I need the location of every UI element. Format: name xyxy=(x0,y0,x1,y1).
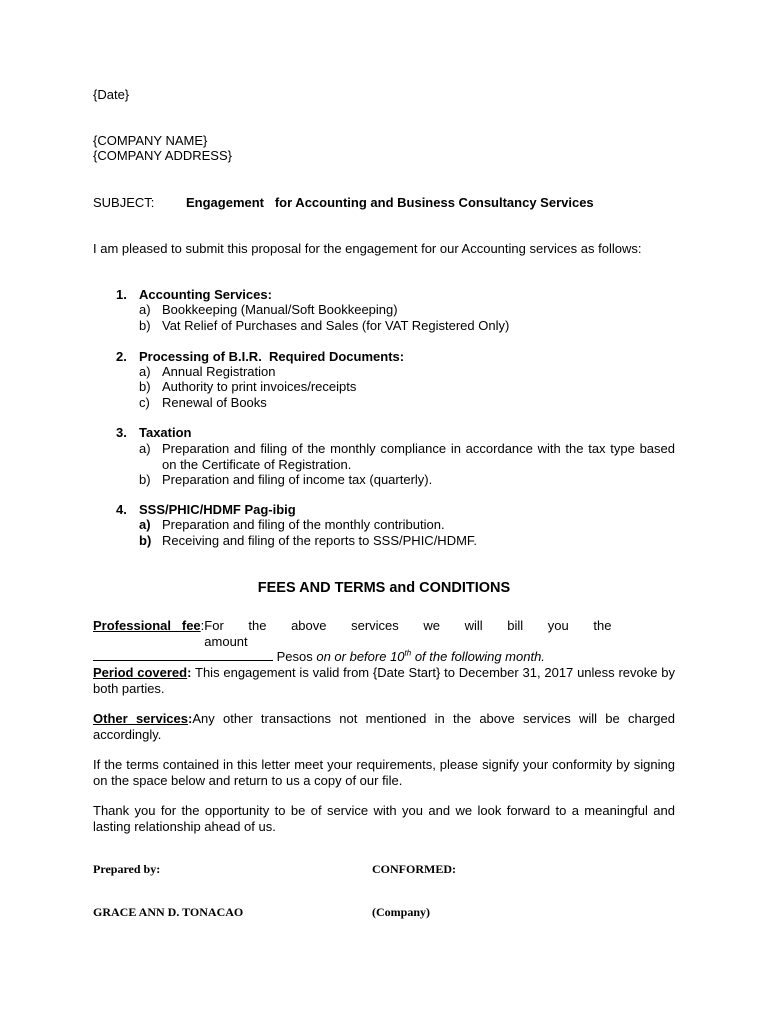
item-letter: c) xyxy=(139,395,150,410)
item-letter: a) xyxy=(139,302,151,317)
section-label: Processing of B.I.R. Required Documents: xyxy=(139,349,405,364)
preparer-name: GRACE ANN D. TONACAO xyxy=(93,905,244,919)
list-item xyxy=(139,318,675,334)
section-number: 2. xyxy=(116,349,127,364)
due-pre: on or before 10 xyxy=(316,649,405,664)
prepared-by-label: Prepared by: xyxy=(93,862,161,876)
item-text: Authority to print invoices/receipts xyxy=(162,379,357,394)
list-item xyxy=(139,395,675,411)
period-covered-paragraph xyxy=(93,665,675,696)
item-text: Receiving and filing of the reports to SSS/PHIC/HDMF. xyxy=(162,533,478,548)
item-letter: a) xyxy=(139,517,151,532)
period-covered-text: This engagement is valid from {Date Start} to December 31, 2017 unless revoke by both parties. xyxy=(93,665,675,696)
subject-text: Engagement for Accounting and Business Consultancy Services xyxy=(186,195,594,210)
section-label: Taxation xyxy=(139,425,192,440)
subject-label: SUBJECT: xyxy=(93,195,155,210)
date-line: {Date} xyxy=(93,87,130,102)
period-covered-label: Period covered xyxy=(93,665,188,680)
list-item xyxy=(139,379,675,395)
other-services-label: Other services xyxy=(93,711,188,726)
section-label: Accounting Services: xyxy=(139,287,272,302)
due-post: of the following month. xyxy=(411,649,545,664)
company-name: {COMPANY NAME} xyxy=(93,133,208,148)
item-text: Renewal of Books xyxy=(162,395,267,410)
list-item xyxy=(139,441,675,472)
professional-fee-text: For the above services we will bill you the amount xyxy=(204,618,612,649)
other-services-text: Any other transactions not mentioned in the above services will be charged accordingly. xyxy=(93,711,675,742)
section-number: 1. xyxy=(116,287,127,302)
item-text: Preparation and filing of income tax (quarterly). xyxy=(162,472,433,487)
list-item xyxy=(139,364,675,380)
item-text: Vat Relief of Purchases and Sales (for VAT Registered Only) xyxy=(162,318,510,333)
list-item xyxy=(139,302,675,318)
conformity-paragraph: If the terms contained in this letter meet your requirements, please signify your conformity by signing on the space below and return to us a copy of our file. xyxy=(93,757,675,788)
item-letter: b) xyxy=(139,533,152,548)
item-letter: a) xyxy=(139,364,151,379)
section-number: 3. xyxy=(116,425,127,440)
section-label: SSS/PHIC/HDMF Pag-ibig xyxy=(139,502,296,517)
professional-fee-paragraph xyxy=(93,618,675,665)
subject-line xyxy=(93,195,675,211)
thanks-paragraph: Thank you for the opportunity to be of service with you and we look forward to a meaningful and lasting relationship ahead of us. xyxy=(93,803,675,834)
item-letter: b) xyxy=(139,379,151,394)
section-title xyxy=(116,425,192,441)
company-address: {COMPANY ADDRESS} xyxy=(93,148,232,163)
fees-heading: FEES AND TERMS and CONDITIONS xyxy=(257,580,511,596)
professional-fee-colon: : xyxy=(200,618,205,633)
section-number: 4. xyxy=(116,502,127,517)
other-services-paragraph xyxy=(93,711,675,742)
list-item xyxy=(139,472,675,488)
amount-blank xyxy=(93,649,273,661)
item-text: Preparation and filing of the monthly contribution. xyxy=(162,517,445,532)
section-title xyxy=(116,349,404,365)
pesos-text: Pesos xyxy=(273,649,317,664)
item-text: Annual Registration xyxy=(162,364,276,379)
conformed-label: CONFORMED: xyxy=(372,862,456,876)
item-letter: b) xyxy=(139,318,151,333)
professional-fee-label: Professional fee xyxy=(93,618,201,633)
item-letter: a) xyxy=(139,441,151,456)
period-covered-colon: : xyxy=(187,665,192,680)
list-item xyxy=(139,533,675,549)
other-services-colon: : xyxy=(188,711,193,726)
section-title xyxy=(116,502,296,518)
intro-paragraph: I am pleased to submit this proposal for the engagement for our Accounting services as follows: xyxy=(93,241,642,256)
due-sup: th xyxy=(404,648,412,658)
list-item xyxy=(139,517,675,533)
item-text: Bookkeeping (Manual/Soft Bookkeeping) xyxy=(162,302,398,317)
item-text: Preparation and filing of the monthly compliance in accordance with the tax type based on the Certificate of Registration. xyxy=(162,441,675,472)
company-signature: (Company) xyxy=(372,905,431,919)
section-title xyxy=(116,287,272,303)
item-letter: b) xyxy=(139,472,151,487)
